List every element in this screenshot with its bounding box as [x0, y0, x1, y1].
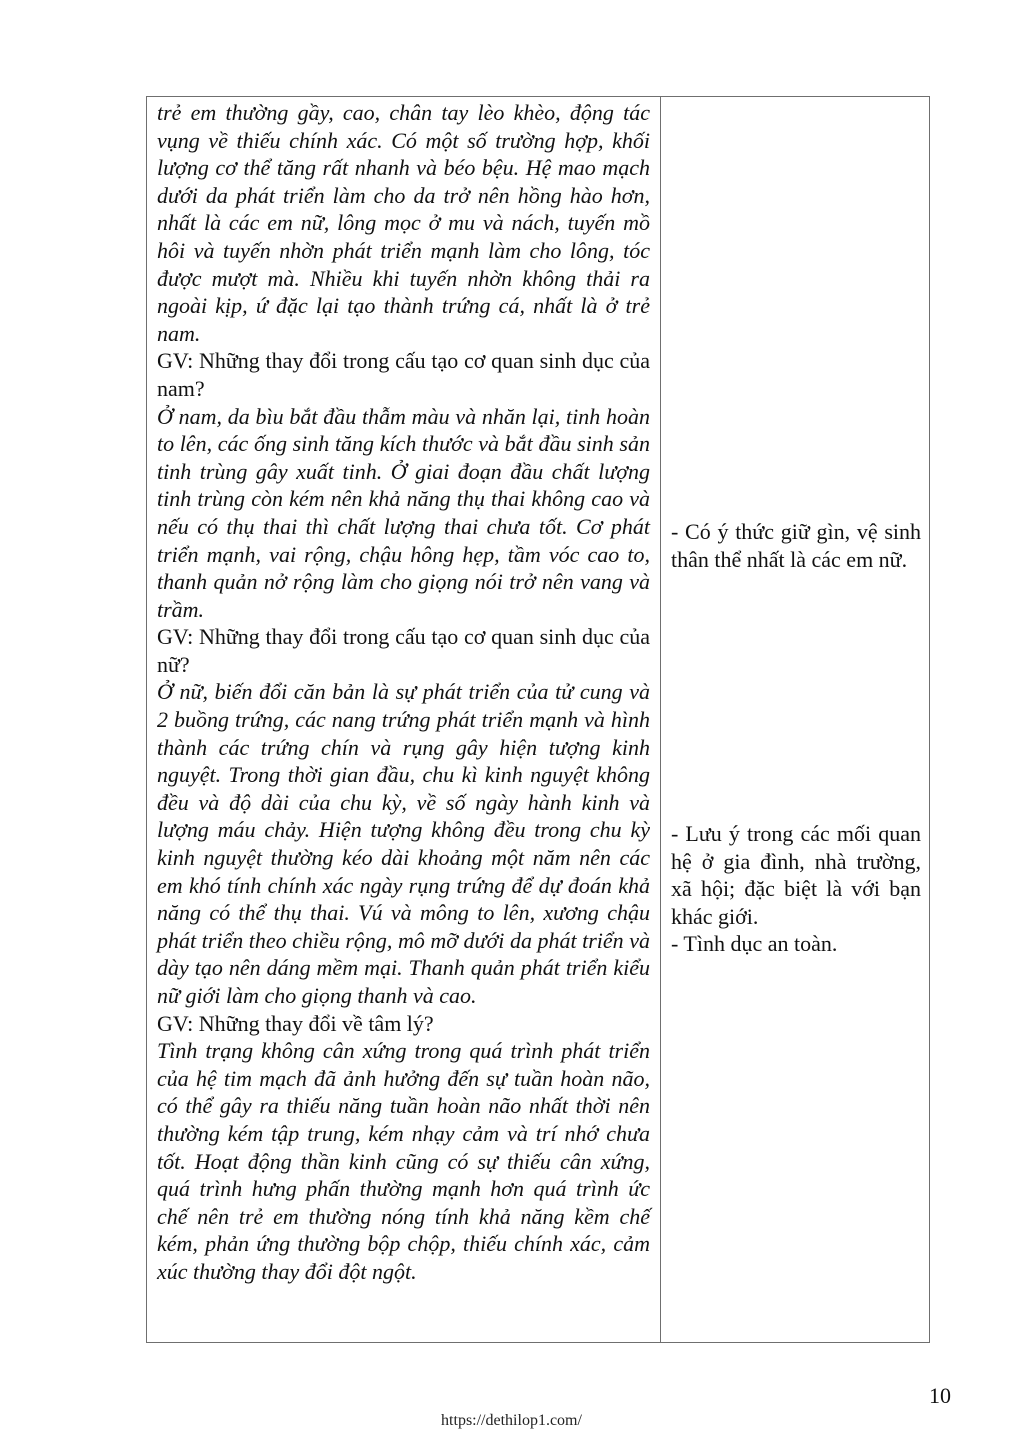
lesson-content-column — [147, 97, 661, 1342]
notes-column — [661, 97, 929, 1342]
note-safe-sex: - Tình dục an toàn. — [671, 931, 838, 956]
footer-url: https://dethilop1.com/ — [441, 1412, 582, 1429]
question-female-changes: GV: Những thay đổi trong cấu tạo cơ quan sinh dục của nữ? — [157, 624, 650, 677]
paragraph-psychology-changes: Tình trạng không cân xứng trong quá trình phát triển của hệ tim mạch đã ảnh hưởng đến sự tuần hoàn não, có thể gây ra thiếu năng tuần hoàn não nhất thời nên thường kém tập trung, kém nhạy cảm và trí nhớ chưa tốt. Hoạt động thần kinh cũng có sự thiếu cân xứng, quá trình hưng phấn thường mạnh hơn quá trình ức chế nên trẻ em thường nóng tính khả năng kềm chế kém, phản ứng thường bộp chộp, thiếu chính xác, cảm xúc thường thay đổi đột ngột. — [157, 1038, 650, 1284]
page-number: 10 — [929, 1383, 951, 1408]
paragraph-male-changes: Ở nam, da bìu bắt đầu thẫm màu và nhăn lại, tinh hoàn to lên, các ống sinh tăng kích thước và bắt đầu sinh sản tinh trùng gây xuất tinh. Ở giai đoạn đầu chất lượng tinh trùng còn kém nên khả năng thụ thai không cao và nếu có thụ thai thì chất lượng thai chưa tốt. Cơ phát triển mạnh, vai rộng, chậu hông hẹp, tầm vóc cao to, thanh quản nở rộng làm cho giọng nói trở nên vang và trầm. — [157, 403, 650, 622]
note-relationships: - Lưu ý trong các mối quan hệ ở gia đình, nhà trường, xã hội; đặc biệt là với bạn khác giới. — [671, 821, 921, 929]
question-psychology-changes: GV: Những thay đổi về tâm lý? — [157, 1010, 434, 1036]
question-male-changes: GV: Những thay đổi trong cấu tạo cơ quan sinh dục của nam? — [157, 348, 650, 401]
paragraph-body-changes: trẻ em thường gầy, cao, chân tay lèo khèo, động tác vụng về thiếu chính xác. Có một số trường hợp, khối lượng cơ thể tăng rất nhanh và béo bệu. Hệ mao mạch dưới da phát triển làm cho da trở nên hồng hào hơn, nhất là các em nữ, lông mọc ở mu và nách, tuyến mồ hôi và tuyến nhờn phát triển mạnh làm cho lông, tóc được mượt mà. Nhiều khi tuyến nhờn không thải ra ngoài kịp, ứ đặc lại tạo thành trứng cá, nhất là ở trẻ nam. — [157, 100, 650, 346]
paragraph-female-changes: Ở nữ, biến đổi căn bản là sự phát triển của tử cung và 2 buồng trứng, các nang trứng phát triển mạnh và hình thành các trứng chín và rụng gây hiện tượng kinh nguyệt. Trong thời gian đầu, chu kì kinh nguyệt không đều và độ dài của chu kỳ, về số ngày hành kinh và lượng máu chảy. Hiện tượng không đều trong chu kỳ kinh nguyệt thường kéo dài khoảng một năm nên các em khó tính chính xác ngày rụng trứng để dự đoán khả năng có thể thụ thai. Vú và mông to lên, xương chậu phát triển theo chiều rộng, mô mỡ dưới da phát triển và dày tạo nên dáng mềm mại. Thanh quản phát triển kiểu nữ giới làm cho giọng thanh và cao. — [157, 679, 650, 1008]
lesson-table — [146, 96, 930, 1343]
note-hygiene: - Có ý thức giữ gìn, vệ sinh thân thể nhất là các em nữ. — [671, 519, 921, 572]
